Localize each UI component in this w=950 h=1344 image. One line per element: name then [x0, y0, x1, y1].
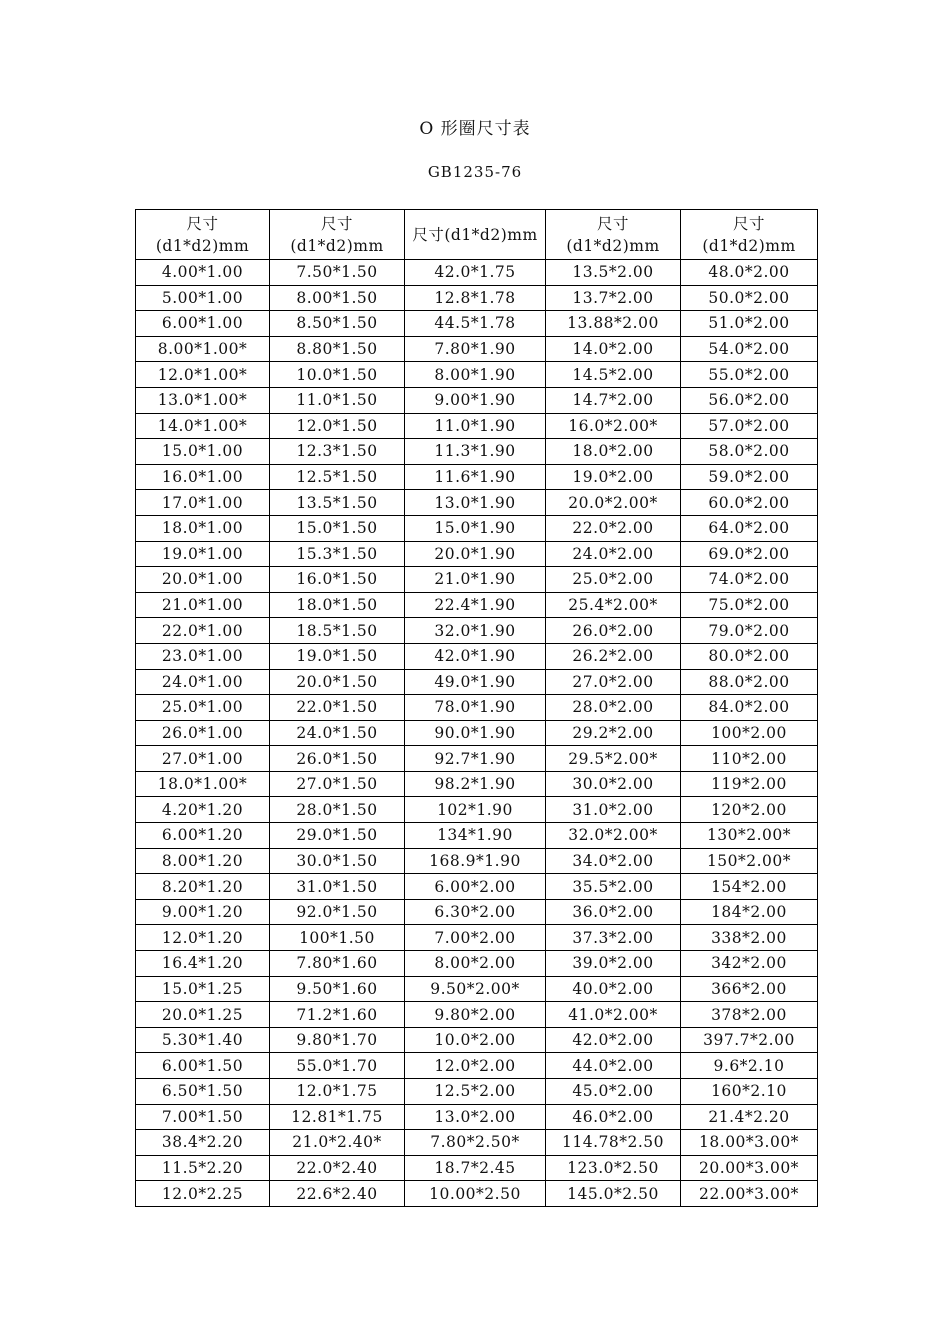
size-cell: 26.0*2.00	[546, 618, 681, 644]
size-cell: 31.0*2.00	[546, 797, 681, 823]
size-cell: 19.0*1.50	[270, 643, 405, 669]
size-cell: 60.0*2.00	[681, 490, 818, 516]
size-cell: 64.0*2.00	[681, 515, 818, 541]
size-cell: 84.0*2.00	[681, 695, 818, 721]
size-cell: 26.0*1.00	[136, 720, 270, 746]
size-cell: 21.4*2.20	[681, 1104, 818, 1130]
size-cell: 56.0*2.00	[681, 387, 818, 413]
table-row	[136, 976, 818, 1002]
table-row	[136, 387, 818, 413]
size-cell: 98.2*1.90	[405, 771, 546, 797]
table-row	[136, 592, 818, 618]
table-row	[136, 490, 818, 516]
size-cell: 16.0*1.00	[136, 464, 270, 490]
size-cell: 134*1.90	[405, 823, 546, 849]
size-cell: 21.0*1.00	[136, 592, 270, 618]
size-cell: 14.0*2.00	[546, 336, 681, 362]
header-line2: (d1*d2)mm	[566, 236, 660, 255]
size-cell: 100*1.50	[270, 925, 405, 951]
size-cell: 28.0*2.00	[546, 695, 681, 721]
size-cell: 42.0*1.90	[405, 643, 546, 669]
column-header	[681, 210, 818, 260]
table-row	[136, 362, 818, 388]
size-cell: 110*2.00	[681, 746, 818, 772]
size-cell: 119*2.00	[681, 771, 818, 797]
table-row	[136, 874, 818, 900]
size-cell: 34.0*2.00	[546, 848, 681, 874]
size-cell: 80.0*2.00	[681, 643, 818, 669]
size-cell: 37.3*2.00	[546, 925, 681, 951]
size-cell: 6.00*1.50	[136, 1053, 270, 1079]
o-ring-size-table	[135, 209, 818, 1207]
size-cell: 48.0*2.00	[681, 260, 818, 286]
table-row	[136, 618, 818, 644]
size-cell: 12.0*1.00*	[136, 362, 270, 388]
header-line1: 尺寸	[732, 214, 765, 233]
size-cell: 16.4*1.20	[136, 951, 270, 977]
table-row	[136, 1130, 818, 1156]
table-row	[136, 1002, 818, 1028]
size-cell: 41.0*2.00*	[546, 1002, 681, 1028]
header-line1: 尺寸(d1*d2)mm	[412, 225, 538, 244]
size-cell: 25.0*2.00	[546, 567, 681, 593]
column-header	[270, 210, 405, 260]
size-cell: 71.2*1.60	[270, 1002, 405, 1028]
size-cell: 8.20*1.20	[136, 874, 270, 900]
table-body	[136, 260, 818, 1207]
size-cell: 13.5*1.50	[270, 490, 405, 516]
size-cell: 12.5*1.50	[270, 464, 405, 490]
size-cell: 46.0*2.00	[546, 1104, 681, 1130]
size-cell: 28.0*1.50	[270, 797, 405, 823]
page-title: O 形圈尺寸表	[419, 119, 531, 139]
table-row	[136, 285, 818, 311]
header-line2: (d1*d2)mm	[702, 236, 796, 255]
size-cell: 6.00*1.20	[136, 823, 270, 849]
table-row	[136, 439, 818, 465]
size-cell: 74.0*2.00	[681, 567, 818, 593]
size-cell: 22.0*2.00	[546, 515, 681, 541]
size-cell: 9.00*1.90	[405, 387, 546, 413]
column-header	[405, 210, 546, 260]
size-cell: 13.88*2.00	[546, 311, 681, 337]
table-row	[136, 951, 818, 977]
size-cell: 8.00*1.50	[270, 285, 405, 311]
size-cell: 168.9*1.90	[405, 848, 546, 874]
size-cell: 31.0*1.50	[270, 874, 405, 900]
table-row	[136, 669, 818, 695]
size-cell: 27.0*2.00	[546, 669, 681, 695]
size-cell: 42.0*1.75	[405, 260, 546, 286]
table-row	[136, 643, 818, 669]
size-cell: 9.50*1.60	[270, 976, 405, 1002]
size-cell: 8.00*1.90	[405, 362, 546, 388]
size-cell: 44.5*1.78	[405, 311, 546, 337]
size-cell: 7.50*1.50	[270, 260, 405, 286]
size-cell: 9.00*1.20	[136, 899, 270, 925]
size-cell: 26.2*2.00	[546, 643, 681, 669]
size-cell: 32.0*2.00*	[546, 823, 681, 849]
size-cell: 15.3*1.50	[270, 541, 405, 567]
size-cell: 7.00*1.50	[136, 1104, 270, 1130]
size-cell: 15.0*1.25	[136, 976, 270, 1002]
size-cell: 55.0*1.70	[270, 1053, 405, 1079]
table-row	[136, 464, 818, 490]
size-cell: 30.0*2.00	[546, 771, 681, 797]
size-cell: 184*2.00	[681, 899, 818, 925]
size-cell: 11.0*1.90	[405, 413, 546, 439]
table-row	[136, 1027, 818, 1053]
header-row	[136, 210, 818, 260]
size-cell: 36.0*2.00	[546, 899, 681, 925]
size-cell: 7.80*2.50*	[405, 1130, 546, 1156]
size-cell: 12.0*1.20	[136, 925, 270, 951]
table-row	[136, 823, 818, 849]
size-cell: 9.6*2.10	[681, 1053, 818, 1079]
size-cell: 79.0*2.00	[681, 618, 818, 644]
standard-code: GB1235-76	[427, 163, 523, 181]
size-cell: 6.30*2.00	[405, 899, 546, 925]
header-line1: 尺寸	[596, 214, 629, 233]
size-cell: 154*2.00	[681, 874, 818, 900]
size-cell: 30.0*1.50	[270, 848, 405, 874]
size-cell: 24.0*1.50	[270, 720, 405, 746]
size-cell: 7.80*1.60	[270, 951, 405, 977]
size-cell: 78.0*1.90	[405, 695, 546, 721]
size-cell: 14.5*2.00	[546, 362, 681, 388]
table-row	[136, 1181, 818, 1207]
size-cell: 6.00*2.00	[405, 874, 546, 900]
size-cell: 20.0*1.25	[136, 1002, 270, 1028]
size-cell: 8.80*1.50	[270, 336, 405, 362]
size-cell: 24.0*2.00	[546, 541, 681, 567]
size-cell: 54.0*2.00	[681, 336, 818, 362]
size-cell: 44.0*2.00	[546, 1053, 681, 1079]
table-row	[136, 797, 818, 823]
table-row	[136, 720, 818, 746]
size-cell: 145.0*2.50	[546, 1181, 681, 1207]
size-cell: 100*2.00	[681, 720, 818, 746]
table-row	[136, 260, 818, 286]
size-cell: 11.0*1.50	[270, 387, 405, 413]
size-cell: 12.0*2.00	[405, 1053, 546, 1079]
size-cell: 14.0*1.00*	[136, 413, 270, 439]
size-cell: 59.0*2.00	[681, 464, 818, 490]
table-row	[136, 899, 818, 925]
size-cell: 123.0*2.50	[546, 1155, 681, 1181]
size-cell: 8.50*1.50	[270, 311, 405, 337]
size-cell: 15.0*1.50	[270, 515, 405, 541]
size-cell: 27.0*1.00	[136, 746, 270, 772]
size-cell: 20.0*1.50	[270, 669, 405, 695]
size-cell: 21.0*1.90	[405, 567, 546, 593]
size-cell: 18.0*1.00*	[136, 771, 270, 797]
size-cell: 55.0*2.00	[681, 362, 818, 388]
table-row	[136, 336, 818, 362]
size-cell: 29.2*2.00	[546, 720, 681, 746]
size-cell: 12.0*2.25	[136, 1181, 270, 1207]
size-cell: 42.0*2.00	[546, 1027, 681, 1053]
size-cell: 22.00*3.00*	[681, 1181, 818, 1207]
column-header	[546, 210, 681, 260]
size-cell: 69.0*2.00	[681, 541, 818, 567]
size-cell: 18.0*2.00	[546, 439, 681, 465]
size-cell: 22.4*1.90	[405, 592, 546, 618]
size-cell: 27.0*1.50	[270, 771, 405, 797]
size-cell: 9.80*1.70	[270, 1027, 405, 1053]
size-cell: 12.8*1.78	[405, 285, 546, 311]
size-cell: 92.0*1.50	[270, 899, 405, 925]
table-row	[136, 541, 818, 567]
size-cell: 22.6*2.40	[270, 1181, 405, 1207]
size-cell: 88.0*2.00	[681, 669, 818, 695]
size-cell: 378*2.00	[681, 1002, 818, 1028]
size-cell: 7.00*2.00	[405, 925, 546, 951]
size-cell: 12.0*1.50	[270, 413, 405, 439]
size-cell: 4.20*1.20	[136, 797, 270, 823]
table-row	[136, 771, 818, 797]
size-cell: 22.0*1.00	[136, 618, 270, 644]
table-row	[136, 1155, 818, 1181]
size-cell: 25.4*2.00*	[546, 592, 681, 618]
size-cell: 18.00*3.00*	[681, 1130, 818, 1156]
size-cell: 92.7*1.90	[405, 746, 546, 772]
size-cell: 35.5*2.00	[546, 874, 681, 900]
size-cell: 6.50*1.50	[136, 1079, 270, 1105]
size-cell: 24.0*1.00	[136, 669, 270, 695]
size-cell: 16.0*1.50	[270, 567, 405, 593]
size-cell: 17.0*1.00	[136, 490, 270, 516]
table-row	[136, 746, 818, 772]
size-cell: 15.0*1.00	[136, 439, 270, 465]
header-line1: 尺寸	[320, 214, 353, 233]
size-cell: 10.00*2.50	[405, 1181, 546, 1207]
size-cell: 8.00*2.00	[405, 951, 546, 977]
size-cell: 50.0*2.00	[681, 285, 818, 311]
size-cell: 29.5*2.00*	[546, 746, 681, 772]
header-line2: (d1*d2)mm	[290, 236, 384, 255]
size-cell: 130*2.00*	[681, 823, 818, 849]
size-cell: 9.80*2.00	[405, 1002, 546, 1028]
size-cell: 19.0*2.00	[546, 464, 681, 490]
table-row	[136, 413, 818, 439]
size-cell: 338*2.00	[681, 925, 818, 951]
size-cell: 40.0*2.00	[546, 976, 681, 1002]
size-cell: 26.0*1.50	[270, 746, 405, 772]
size-cell: 4.00*1.00	[136, 260, 270, 286]
size-cell: 21.0*2.40*	[270, 1130, 405, 1156]
size-cell: 20.0*1.90	[405, 541, 546, 567]
size-cell: 8.00*1.20	[136, 848, 270, 874]
size-cell: 12.5*2.00	[405, 1079, 546, 1105]
size-cell: 29.0*1.50	[270, 823, 405, 849]
size-cell: 18.7*2.45	[405, 1155, 546, 1181]
size-cell: 16.0*2.00*	[546, 413, 681, 439]
size-cell: 57.0*2.00	[681, 413, 818, 439]
table-row	[136, 695, 818, 721]
size-cell: 13.0*1.00*	[136, 387, 270, 413]
size-cell: 9.50*2.00*	[405, 976, 546, 1002]
size-cell: 120*2.00	[681, 797, 818, 823]
size-cell: 18.0*1.00	[136, 515, 270, 541]
size-cell: 102*1.90	[405, 797, 546, 823]
size-cell: 12.0*1.75	[270, 1079, 405, 1105]
size-cell: 13.0*1.90	[405, 490, 546, 516]
size-cell: 13.0*2.00	[405, 1104, 546, 1130]
size-cell: 39.0*2.00	[546, 951, 681, 977]
size-cell: 20.00*3.00*	[681, 1155, 818, 1181]
size-cell: 8.00*1.00*	[136, 336, 270, 362]
size-cell: 49.0*1.90	[405, 669, 546, 695]
size-cell: 7.80*1.90	[405, 336, 546, 362]
header-line1: 尺寸	[186, 214, 219, 233]
size-cell: 18.5*1.50	[270, 618, 405, 644]
size-cell: 160*2.10	[681, 1079, 818, 1105]
size-cell: 18.0*1.50	[270, 592, 405, 618]
size-cell: 75.0*2.00	[681, 592, 818, 618]
size-cell: 58.0*2.00	[681, 439, 818, 465]
size-cell: 114.78*2.50	[546, 1130, 681, 1156]
size-cell: 14.7*2.00	[546, 387, 681, 413]
size-cell: 38.4*2.20	[136, 1130, 270, 1156]
size-cell: 10.0*1.50	[270, 362, 405, 388]
table-row	[136, 567, 818, 593]
size-cell: 150*2.00*	[681, 848, 818, 874]
size-cell: 90.0*1.90	[405, 720, 546, 746]
size-cell: 5.30*1.40	[136, 1027, 270, 1053]
size-cell: 22.0*1.50	[270, 695, 405, 721]
size-cell: 10.0*2.00	[405, 1027, 546, 1053]
size-cell: 45.0*2.00	[546, 1079, 681, 1105]
header-line2: (d1*d2)mm	[155, 236, 250, 255]
size-cell: 32.0*1.90	[405, 618, 546, 644]
size-cell: 25.0*1.00	[136, 695, 270, 721]
table-row	[136, 1104, 818, 1130]
size-cell: 13.5*2.00	[546, 260, 681, 286]
size-cell: 19.0*1.00	[136, 541, 270, 567]
size-cell: 51.0*2.00	[681, 311, 818, 337]
size-cell: 366*2.00	[681, 976, 818, 1002]
size-cell: 13.7*2.00	[546, 285, 681, 311]
table-row	[136, 848, 818, 874]
size-cell: 6.00*1.00	[136, 311, 270, 337]
table-row	[136, 515, 818, 541]
size-cell: 5.00*1.00	[136, 285, 270, 311]
size-cell: 20.0*1.00	[136, 567, 270, 593]
size-cell: 15.0*1.90	[405, 515, 546, 541]
table-row	[136, 311, 818, 337]
table-row	[136, 1053, 818, 1079]
size-cell: 11.3*1.90	[405, 439, 546, 465]
size-cell: 23.0*1.00	[136, 643, 270, 669]
size-cell: 12.3*1.50	[270, 439, 405, 465]
size-cell: 22.0*2.40	[270, 1155, 405, 1181]
size-cell: 397.7*2.00	[681, 1027, 818, 1053]
size-cell: 12.81*1.75	[270, 1104, 405, 1130]
size-cell: 20.0*2.00*	[546, 490, 681, 516]
size-cell: 11.5*2.20	[136, 1155, 270, 1181]
table-row	[136, 925, 818, 951]
size-cell: 342*2.00	[681, 951, 818, 977]
column-header	[136, 210, 270, 260]
table-row	[136, 1079, 818, 1105]
size-cell: 11.6*1.90	[405, 464, 546, 490]
